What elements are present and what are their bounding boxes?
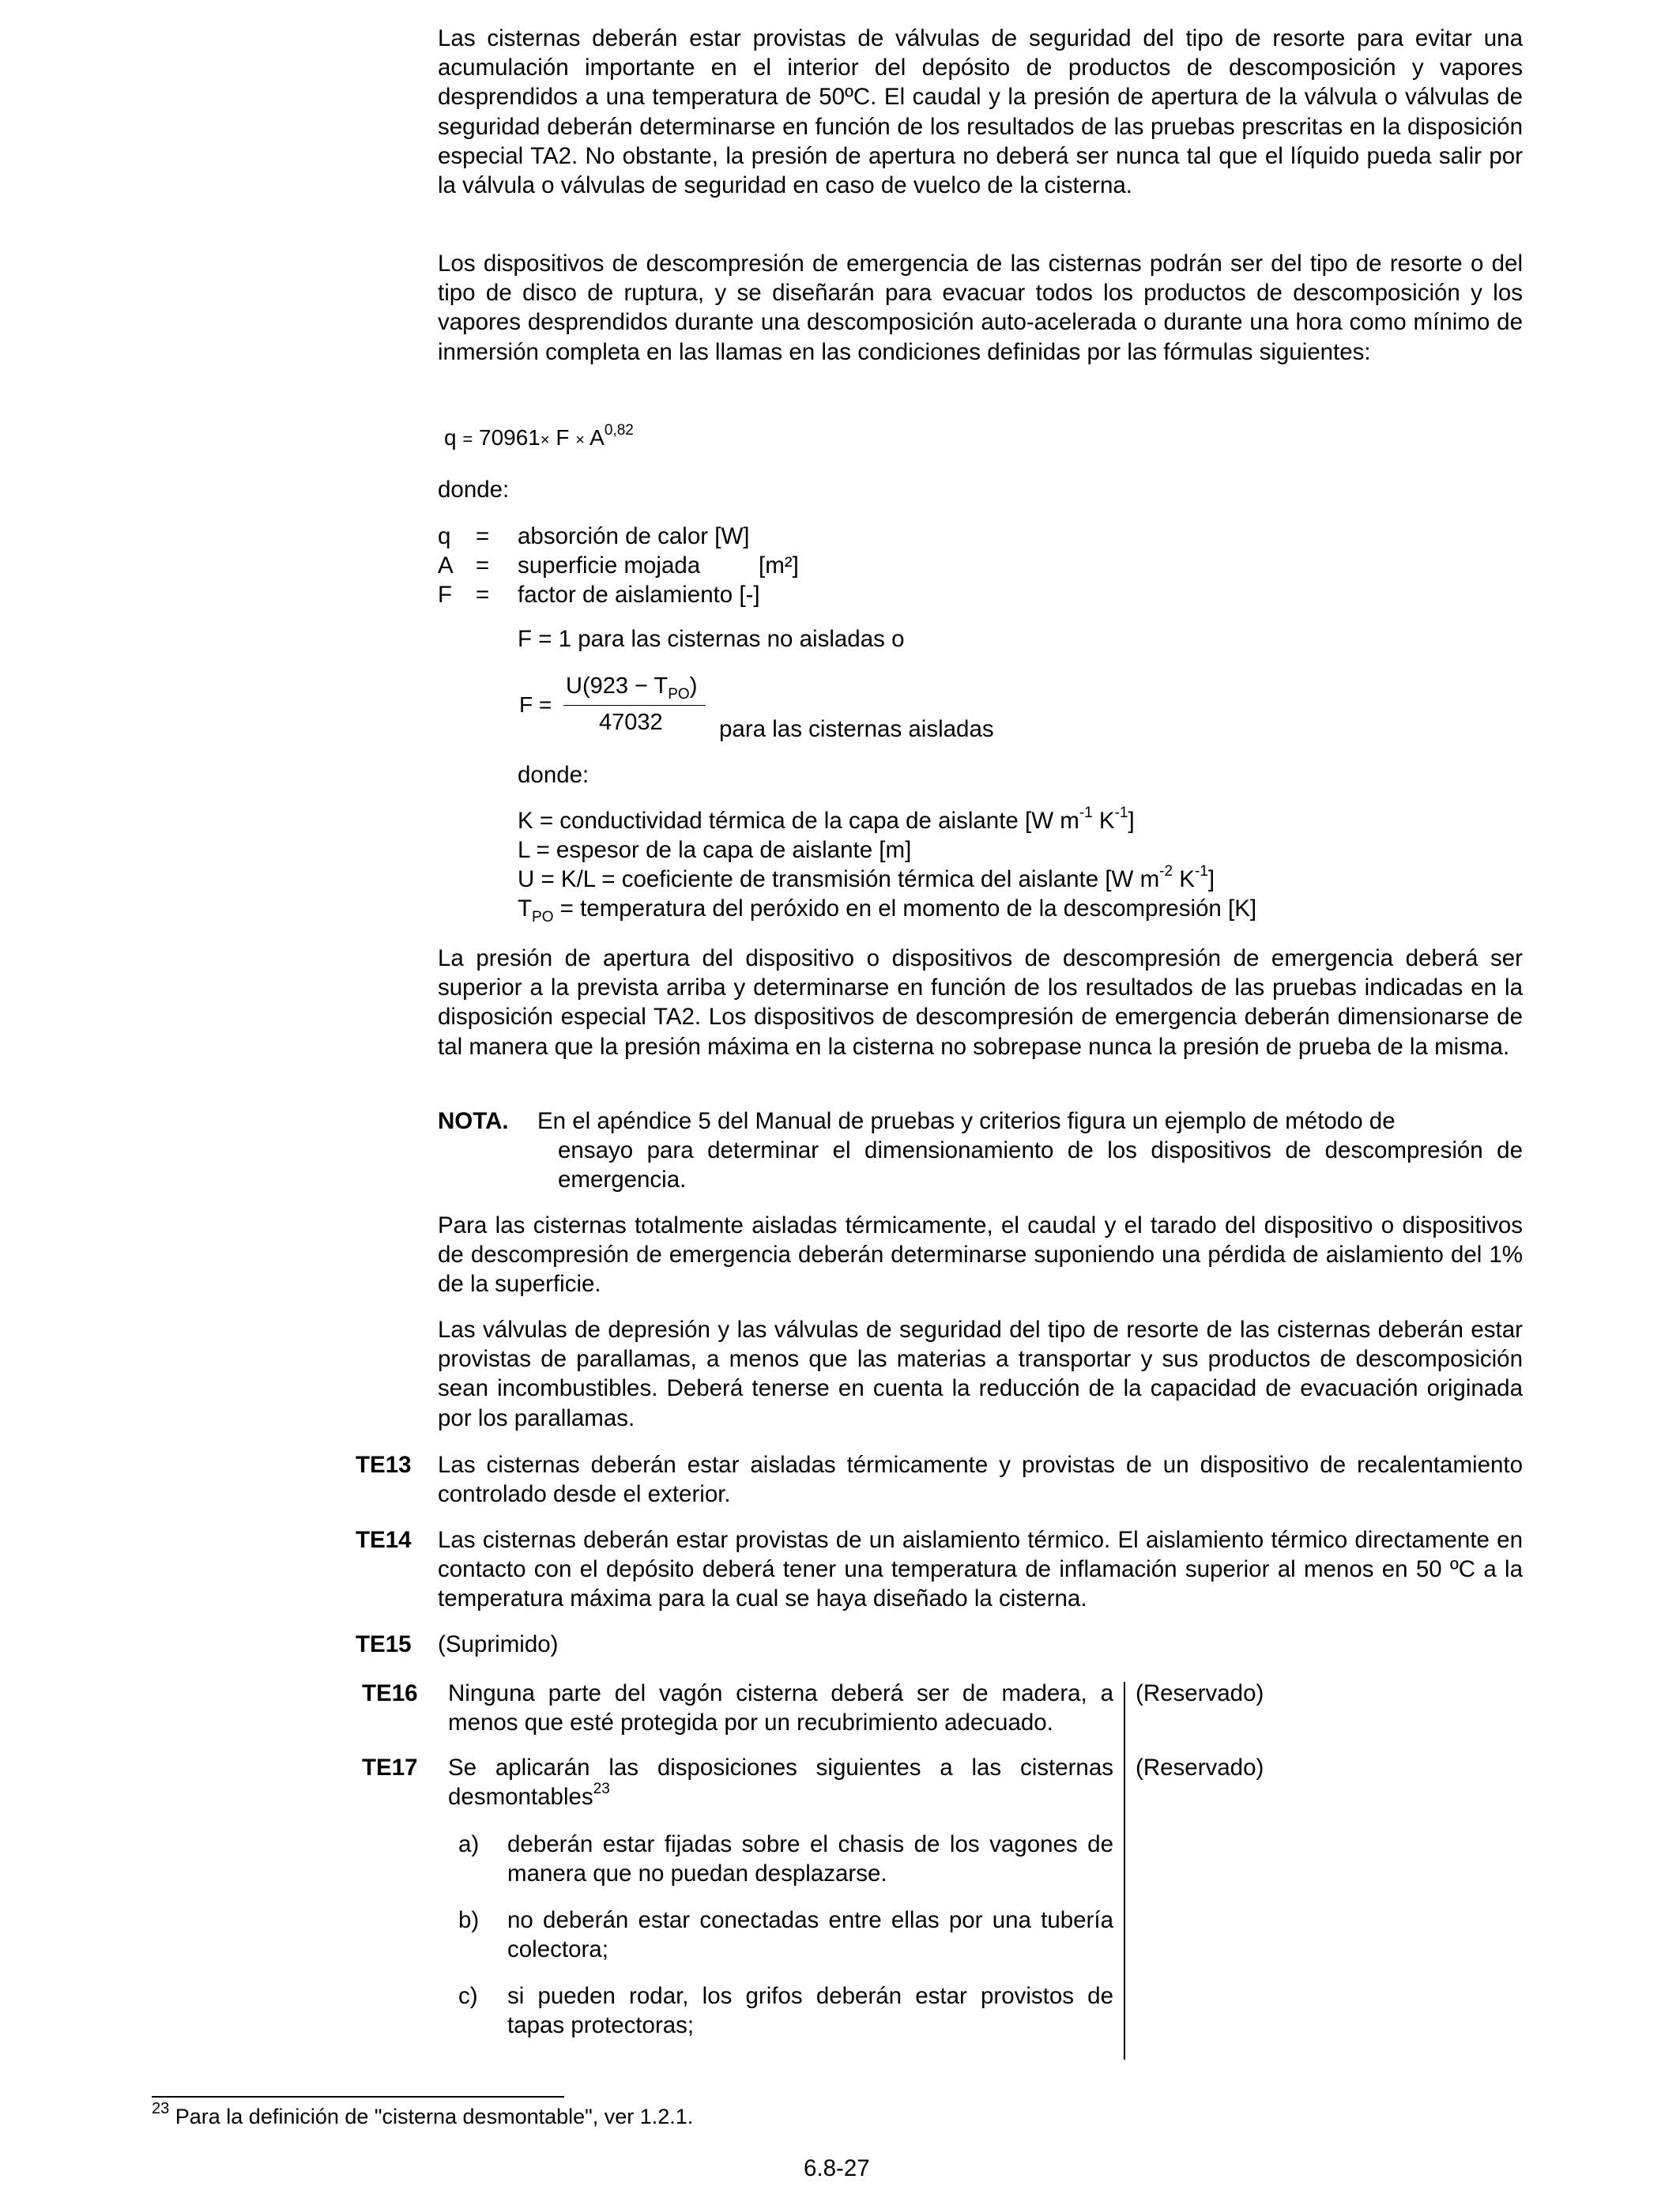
f-insulated-label: para las cisternas aisladas — [719, 716, 994, 742]
f-denominator: 47032 — [599, 710, 663, 735]
def-sym-a: A — [438, 552, 454, 579]
def-l: L = espesor de la capa de aislante [m] — [518, 837, 912, 863]
def-u-post: ] — [1207, 866, 1215, 892]
footnote-text: Para la definición de "cisterna desmontable", ver 1.2.1. — [169, 2105, 694, 2128]
paragraph-safety-valves: Las cisternas deberán estar provistas de válvulas de seguridad del tipo de resorte para evitar una acumulación importante en el interior del depósito de productos de descomposición y vapores desprendidos a una temperatura de 50ºC. El caudal y la presión de apertura de la válvula o válvulas de seguridad deberán determinarse en función de los resultados de las pruebas prescritas en la disposición especial TA2. No obstante, la presión de apertura no deberá ser nunca tal que el líquido pueda salir por la válvula o válvulas de seguridad en caso de vuelco de la cisterna. — [438, 25, 1523, 199]
f-numerator-main: U(923 − T — [566, 673, 669, 699]
te17-item-c-label: c) — [458, 1983, 478, 2009]
te15-text: (Suprimido) — [438, 1631, 559, 1657]
f-lhs: F = — [519, 692, 552, 717]
te13-text: Las cisternas deberán estar aisladas térmicamente y provistas de un dispositivo de recalentamiento controlado desde el exterior. — [438, 1452, 1523, 1508]
footnote-separator — [152, 2096, 564, 2098]
def-tpo — [518, 894, 1256, 923]
def-tpo-t: T — [518, 895, 533, 922]
def-k-post: ] — [1128, 808, 1135, 834]
te13-code: TE13 — [356, 1452, 412, 1478]
footnote-23 — [152, 2100, 694, 2130]
f-numerator-sub: PO — [668, 685, 690, 703]
te17-item-a-label: a) — [458, 1831, 480, 1857]
paragraph-opening-pressure: La presión de apertura del dispositivo o dispositivos de descompresión de emergencia deberá ser superior a la prevista arriba y determinarse en función de los resultados de las pruebas indicadas en la disposición especial TA2. Los dispositivos de descompresión de emergencia deberán dimensionarse de tal manera que la presión máxima en la cisterna no sobrepase nunca la presión de prueba de la misma. — [438, 945, 1523, 1060]
def-k-sup1: -1 — [1079, 805, 1093, 822]
def-u-sup2: -1 — [1194, 863, 1208, 880]
te17-item-a-text: deberán estar fijadas sobre el chasis de los vagones de manera que no puedan desplazarse. — [507, 1831, 1113, 1887]
te17-text — [448, 1753, 1113, 1811]
def-u-mid: K — [1173, 866, 1195, 892]
te17-text-body: Se aplicarán las disposiciones siguientes a las cisternas desmontables — [448, 1755, 1113, 1811]
def-k-text: K = conductividad térmica de la capa de aislante [W m — [518, 808, 1079, 834]
def-unit-a: [m²] — [759, 552, 799, 579]
donde-label: donde: — [438, 477, 510, 503]
footnote-number: 23 — [152, 2100, 170, 2117]
paragraph-fully-insulated: Para las cisternas totalmente aisladas térmicamente, el caudal y el tarado del dispositivo o dispositivos de descompresión de emergencia deberán determinarse suponiendo una pérdida de aislamiento del 1% de la superficie. — [438, 1212, 1523, 1298]
paragraph-flame-arresters: Las válvulas de depresión y las válvulas de seguridad del tipo de resorte de las cisternas deberán estar provistas de parallamas, a menos que las materias a transportar y sus productos de descomposición sean incombustibles. Deberá tenerse en cuenta la reducción de la capacidad de evacuación originada por los parallamas. — [438, 1317, 1523, 1431]
nota-first-line: En el apéndice 5 del Manual de pruebas y criterios figura un ejemplo de método de — [537, 1108, 1396, 1134]
formula-exponent: 0,82 — [604, 421, 634, 439]
def-sym-q: q — [438, 523, 451, 549]
formula-times-1: × — [540, 432, 550, 449]
def-k — [518, 806, 1135, 835]
def-text-f: factor de aislamiento [-] — [518, 582, 760, 608]
def-sym-f: F — [438, 582, 453, 608]
te16-reserved: (Reservado) — [1136, 1680, 1264, 1706]
nota-label: NOTA. — [438, 1108, 509, 1134]
f-uninsulated: F = 1 para las cisternas no aisladas o — [518, 626, 905, 652]
te17-item-b-label: b) — [458, 1907, 480, 1933]
te17-code: TE17 — [362, 1755, 418, 1781]
formula-constant: 70961 — [479, 425, 541, 450]
formula-q: q — [444, 425, 457, 450]
donde-label-2: donde: — [518, 762, 590, 788]
def-text-a: superficie mojada — [518, 552, 701, 579]
formula-f: F — [556, 425, 570, 450]
def-eq-q: = — [476, 523, 490, 549]
te17-reserved: (Reservado) — [1136, 1755, 1264, 1781]
page-number: 6.8-27 — [804, 2155, 870, 2181]
te15-code: TE15 — [356, 1631, 412, 1657]
f-numerator-close: ) — [689, 673, 698, 699]
te16-text: Ninguna parte del vagón cisterna deberá ser de madera, a menos que esté protegida por un recubrimiento adecuado. — [448, 1680, 1113, 1736]
def-tpo-sub: PO — [532, 908, 554, 925]
te17-item-b-text: no deberán estar conectadas entre ellas por una tubería colectora; — [507, 1907, 1113, 1963]
column-divider — [1124, 1682, 1125, 2060]
nota-rest: ensayo para determinar el dimensionamiento de los dispositivos de descompresión de emergencia. — [558, 1137, 1523, 1193]
def-k-mid: K — [1092, 808, 1115, 834]
formula-eq: = — [462, 429, 473, 449]
def-tpo-text: = temperatura del peróxido en el momento de la descompresión [K] — [553, 895, 1257, 922]
def-u-text: U = K/L = coeficiente de transmisión térmica del aislante [W m — [518, 866, 1160, 892]
def-text-q: absorción de calor [W] — [518, 523, 750, 549]
def-u — [518, 865, 1215, 894]
formula-times-2: × — [575, 432, 585, 449]
formula-a: A — [590, 425, 605, 450]
heat-formula — [444, 423, 634, 455]
def-eq-a: = — [476, 552, 490, 579]
def-u-sup1: -2 — [1159, 863, 1173, 880]
def-k-sup2: -1 — [1114, 805, 1128, 822]
f-numerator — [566, 672, 697, 701]
te14-code: TE14 — [356, 1527, 412, 1553]
footnote-ref-23: 23 — [593, 1781, 610, 1798]
te17-item-c-text: si pueden rodar, los grifos deberán estar provistos de tapas protectoras; — [507, 1983, 1113, 2039]
te14-text: Las cisternas deberán estar provistas de un aislamiento térmico. El aislamiento térmico directamente en contacto con el depósito deberá tener una temperatura de inflamación superior al menos en 50 ºC a la temperatura máxima para la cual se haya diseñado la cisterna. — [438, 1527, 1523, 1612]
paragraph-emergency-relief: Los dispositivos de descompresión de emergencia de las cisternas podrán ser del tipo de resorte o del tipo de disco de ruptura, y se diseñarán para evacuar todos los productos de descomposición y los vapores desprendidos durante una descomposición auto-acelerada o durante una hora como mínimo de inmersión completa en las llamas en las condiciones definidas por las fórmulas siguientes: — [438, 251, 1523, 365]
te16-code: TE16 — [362, 1680, 418, 1706]
def-eq-f: = — [476, 582, 490, 608]
